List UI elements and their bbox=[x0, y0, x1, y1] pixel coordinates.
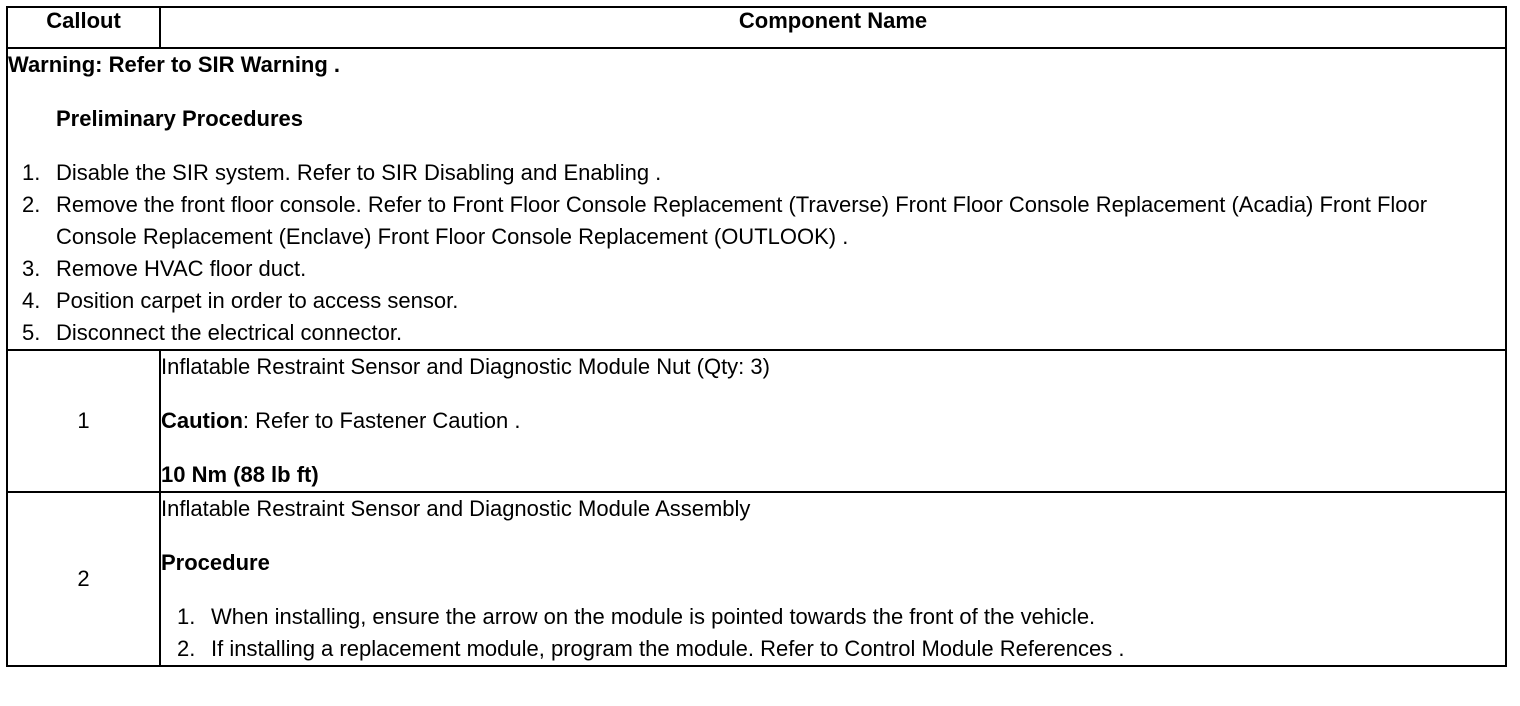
list-item bbox=[161, 633, 1505, 665]
step-number: 5. bbox=[22, 320, 41, 345]
caution-text: : Refer to Fastener Caution . bbox=[242, 408, 521, 433]
step-text: Remove HVAC floor duct. bbox=[56, 256, 307, 281]
step-number: 1. bbox=[22, 160, 41, 185]
step-text: Disconnect the electrical connector. bbox=[56, 320, 403, 345]
step-text: Position carpet in order to access sensor. bbox=[56, 288, 459, 313]
preliminary-title: Preliminary Procedures bbox=[56, 106, 304, 131]
table-row bbox=[7, 350, 1506, 492]
preliminary-row bbox=[7, 48, 1506, 350]
component-cell bbox=[160, 350, 1506, 492]
callout-number: 2 bbox=[7, 492, 160, 666]
caution-label: Caution bbox=[161, 408, 243, 433]
callout-header: Callout bbox=[7, 7, 160, 48]
preliminary-steps bbox=[8, 157, 1505, 349]
callout-number: 1 bbox=[7, 350, 160, 492]
list-item bbox=[8, 157, 1505, 189]
table-row bbox=[7, 492, 1506, 666]
list-item bbox=[8, 285, 1505, 317]
step-number: 2. bbox=[22, 192, 41, 217]
list-item bbox=[8, 317, 1505, 349]
procedure-title: Procedure bbox=[161, 550, 270, 575]
step-text: When installing, ensure the arrow on the module is pointed towards the front of the vehicle. bbox=[211, 604, 1096, 629]
table-header-row bbox=[7, 7, 1506, 48]
step-text: Remove the front floor console. Refer to Front Floor Console Replacement (Traverse) Front Floor Console Replacement (Acadia) Front Floor Console Replacement (Enclave) Front Floor Console Replacement (OUTLOOK) . bbox=[56, 192, 1428, 249]
component-name: Inflatable Restraint Sensor and Diagnostic Module Nut (Qty: 3) bbox=[161, 354, 770, 379]
component-cell bbox=[160, 492, 1506, 666]
torque-spec: 10 Nm (88 lb ft) bbox=[161, 462, 319, 487]
sir-warning: Warning: Refer to SIR Warning . bbox=[8, 52, 341, 77]
list-item bbox=[161, 601, 1505, 633]
step-text: Disable the SIR system. Refer to SIR Disabling and Enabling . bbox=[56, 160, 662, 185]
component-table bbox=[6, 6, 1507, 667]
caution-note bbox=[161, 405, 1505, 437]
list-item bbox=[8, 253, 1505, 285]
step-text: If installing a replacement module, program the module. Refer to Control Module References . bbox=[211, 636, 1125, 661]
step-number: 2. bbox=[177, 636, 196, 661]
step-number: 1. bbox=[177, 604, 196, 629]
preliminary-cell bbox=[7, 48, 1506, 350]
step-number: 3. bbox=[22, 256, 41, 281]
list-item bbox=[8, 189, 1505, 253]
procedure-steps bbox=[161, 601, 1505, 665]
component-name-header: Component Name bbox=[160, 7, 1506, 48]
component-name: Inflatable Restraint Sensor and Diagnostic Module Assembly bbox=[161, 496, 751, 521]
step-number: 4. bbox=[22, 288, 41, 313]
